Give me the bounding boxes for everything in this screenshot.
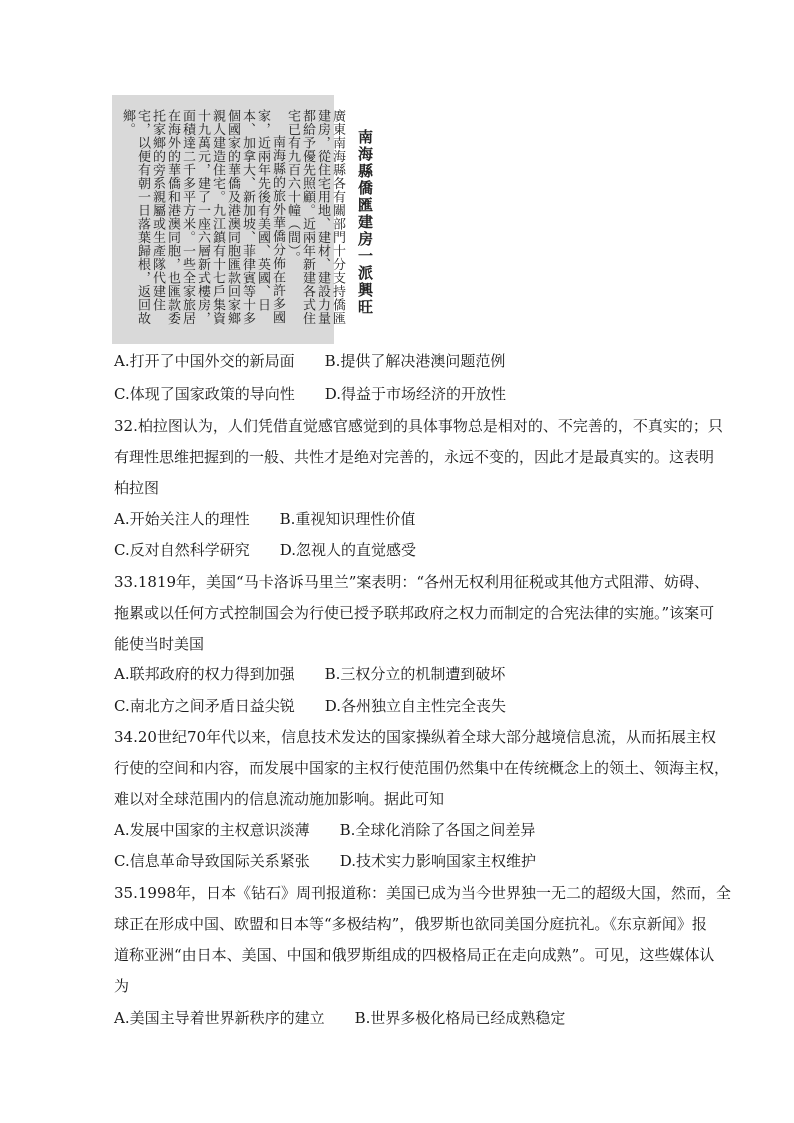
q31-option-c[interactable]: C.体现了国家政策的导向性	[114, 385, 295, 403]
q35-stem-line-2: 球正在形成中国、欧盟和日本等“多极结构”，俄罗斯也欲同美国分庭抗礼。《东京新闻》报	[114, 915, 707, 933]
q31-option-a[interactable]: A.打开了中国外交的新局面	[114, 352, 295, 370]
q34-stem-line-3: 难以对全球范围内的信息流动施加影响。据此可知	[114, 790, 445, 808]
q31-options-row-2	[114, 384, 506, 404]
q32-stem-line-3: 柏拉图	[114, 479, 160, 497]
q34-option-a[interactable]: A.发展中国家的主权意识淡薄	[114, 821, 310, 839]
q33-stem-line-3: 能使当时美国	[114, 635, 205, 653]
q32-stem-line-2: 有理性思维把握到的一般、共性才是绝对完善的，永远不变的，因此才是最真实的。这表明	[114, 448, 715, 466]
clipping-paragraph-1: 廣東南海縣各有關部門十分支持僑匯建房，從住宅用地、建材、建設力量都給予優先照顧。近兩年新建各式住宅已有九百六十幢（間）。	[285, 109, 345, 325]
q31-option-d[interactable]: D.得益于市场经济的开放性	[324, 385, 506, 403]
q34-stem-line-2: 行使的空间和内容，而发展中国家的主权行使范围仍然集中在传统概念上的领土、领海主权，	[114, 759, 730, 777]
clipping-title: 南海縣僑匯建房一派興旺	[356, 129, 374, 316]
clipping-paragraph-2: 南海縣的旅外華僑分佈在許多國家，近兩年先後有美國、英國、日本、加拿大、新加坡、菲律賓等十多個國家的華僑及港澳同胞匯款回家鄉親人建造住宅。九江鎮有十七戶集資十九萬元，建了一座六層新式樓房，面積達二千多平方米。一些全家旅居在海外的華僑和港澳同胞，也匯款委托家鄉的旁系親屬或生產隊代建住宅，以便有朝一日落葉歸根，返回故鄉。	[120, 109, 285, 325]
q33-options-row-2	[114, 696, 506, 716]
q34-option-b[interactable]: B.全球化消除了各国之间差异	[339, 821, 536, 839]
q32-option-d[interactable]: D.忽视人的直觉感受	[279, 541, 416, 559]
q32-stem-line-1: 32.柏拉图认为，人们凭借直觉感官感觉到的具体事物总是相对的、不完善的，不真实的；只	[114, 417, 723, 435]
q35-option-a[interactable]: A.美国主导着世界新秩序的建立	[114, 1009, 325, 1027]
q32-options-row-2	[114, 540, 416, 560]
q33-option-a[interactable]: A.联邦政府的权力得到加强	[114, 665, 295, 683]
q35-options-row-1	[114, 1008, 565, 1028]
q31-option-b[interactable]: B.提供了解决港澳问题范例	[324, 352, 506, 370]
q31-options-row-1	[114, 351, 505, 371]
q33-stem-line-1: 33.1819年，美国“马卡洛诉马里兰”案表明：“各州无权利用征税或其他方式阻滞、妨碍、	[114, 573, 710, 591]
q33-stem-line-2: 拖累或以任何方式控制国会为行使已授予联邦政府之权力而制定的合宪法律的实施。”该案可	[114, 604, 715, 622]
q33-option-b[interactable]: B.三权分立的机制遭到破坏	[324, 665, 506, 683]
q32-option-c[interactable]: C.反对自然科学研究	[114, 541, 250, 559]
q32-options-row-1	[114, 509, 415, 529]
newspaper-clipping	[112, 95, 374, 344]
q33-options-row-1	[114, 664, 505, 684]
q32-option-a[interactable]: A.开始关注人的理性	[114, 510, 250, 528]
q35-stem-line-4: 为	[114, 977, 130, 995]
q34-option-d[interactable]: D.技术实力影响国家主权维护	[339, 852, 536, 870]
q34-options-row-1	[114, 820, 535, 840]
q33-option-c[interactable]: C.南北方之间矛盾日益尖锐	[114, 697, 295, 715]
q34-stem-line-1: 34.20世纪70年代以来，信息技术发达的国家操纵着全球大部分越境信息流，从而拓展主权	[114, 728, 717, 746]
q35-option-b[interactable]: B.世界多极化格局已经成熟稳定	[354, 1009, 566, 1027]
q35-stem-line-1: 35.1998年，日本《钻石》周刊报道称：美国已成为当今世界独一无二的超级大国，然而，全	[114, 884, 732, 902]
q33-option-d[interactable]: D.各州独立自主性完全丧失	[324, 697, 506, 715]
q32-option-b[interactable]: B.重视知识理性价值	[279, 510, 416, 528]
q34-option-c[interactable]: C.信息革命导致国际关系紧张	[114, 852, 310, 870]
q34-options-row-2	[114, 851, 536, 871]
clipping-text	[120, 109, 372, 336]
q35-stem-line-3: 道称亚洲“由日本、美国、中国和俄罗斯组成的四极格局正在走向成熟”。可见，这些媒体认	[114, 946, 715, 964]
